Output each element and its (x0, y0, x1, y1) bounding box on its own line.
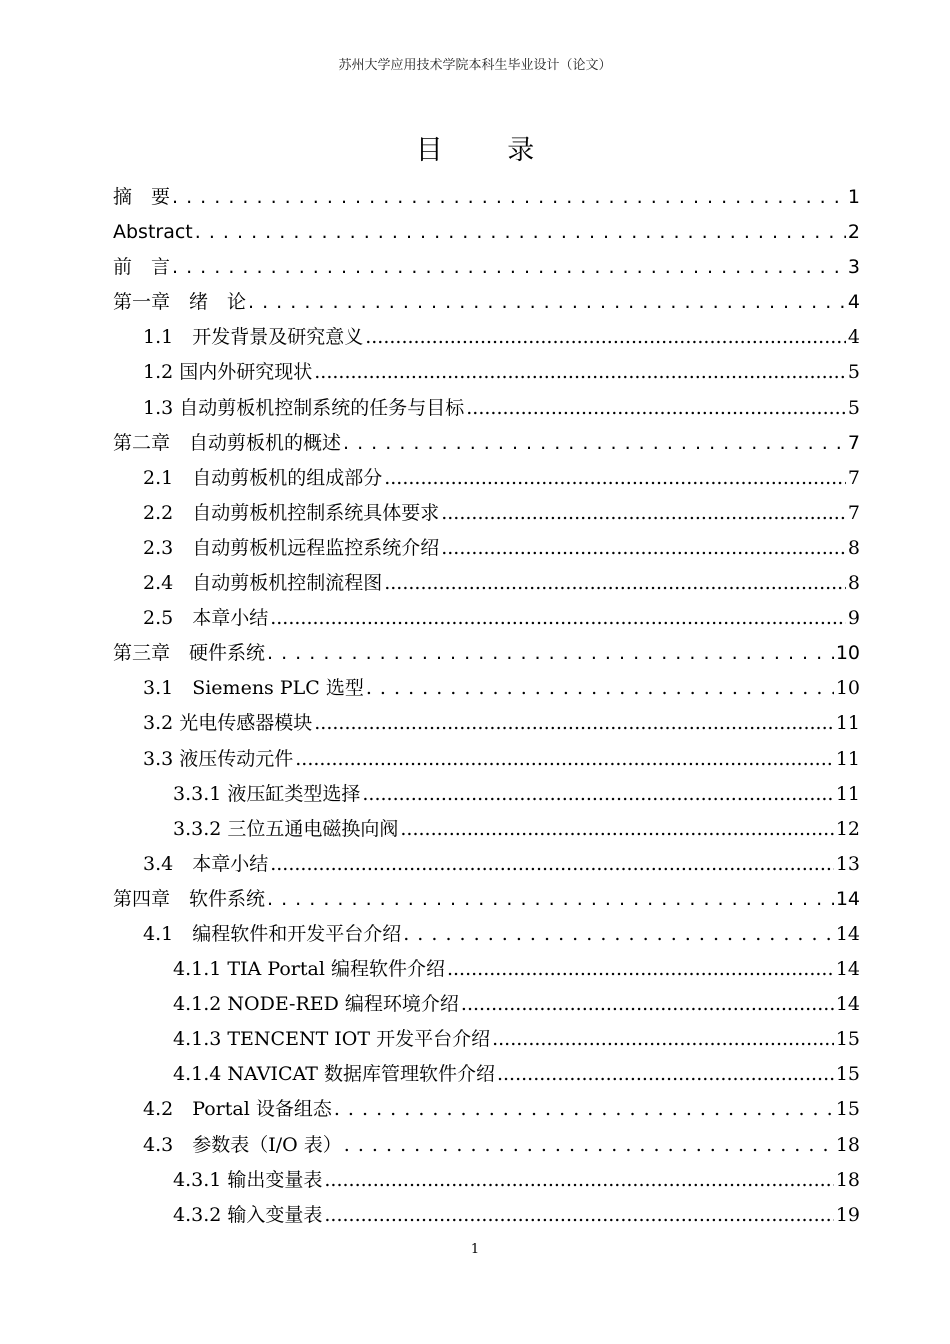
toc-entry-label: Abstract (113, 221, 193, 244)
toc-entry[interactable] (113, 987, 860, 1022)
toc-entry-label: 4.3.1 输出变量表 (173, 1168, 323, 1191)
toc-leader-dots (366, 671, 834, 706)
toc-entry-label: 第一章 绪 论 (113, 291, 247, 314)
toc-entry[interactable] (113, 1022, 860, 1057)
toc-entry-page: 14 (835, 958, 860, 981)
toc-leader-dots (403, 917, 834, 952)
toc-leader-dots (343, 426, 846, 461)
toc-entry-page: 7 (847, 466, 860, 489)
toc-leader-dots (447, 952, 834, 987)
toc-leader-dots (362, 777, 833, 812)
toc-entry[interactable] (113, 215, 860, 250)
toc-entry-page: 18 (835, 1133, 860, 1156)
toc-entry-label: 4.1.3 TENCENT IOT 开发平台介绍 (173, 1028, 491, 1051)
toc-entry-label: 2.1 自动剪板机的组成部分 (143, 466, 383, 489)
toc-entry-label: 前 言 (113, 256, 171, 279)
toc-entry-label: 4.1.1 TIA Portal 编程软件介绍 (173, 958, 445, 981)
toc-leader-dots (384, 566, 846, 601)
toc-entry-page: 14 (835, 993, 860, 1016)
toc-leader-dots (365, 320, 846, 355)
toc-entry-page: 11 (835, 747, 860, 770)
toc-entry[interactable] (113, 496, 860, 531)
toc-entry[interactable] (113, 601, 860, 636)
toc-leader-dots (267, 882, 834, 917)
toc-entry-label: 第二章 自动剪板机的概述 (113, 431, 342, 454)
toc-entry-page: 11 (835, 782, 860, 805)
toc-leader-dots (270, 847, 834, 882)
toc-entry-page: 13 (835, 852, 860, 875)
toc-entry-page: 10 (835, 677, 860, 700)
toc-leader-dots (324, 1198, 833, 1233)
toc-entry-label: 3.3 液压传动元件 (143, 747, 294, 770)
toc-leader-dots (384, 461, 846, 496)
toc-entry-label: 1.3 自动剪板机控制系统的任务与目标 (143, 396, 465, 419)
toc-entry-page: 9 (847, 607, 860, 630)
toc-entry[interactable] (113, 1057, 860, 1092)
toc-entry-page: 4 (847, 326, 860, 349)
toc-entry-page: 15 (835, 1098, 860, 1121)
toc-leader-dots (441, 531, 846, 566)
toc-leader-dots (195, 215, 846, 250)
toc-leader-dots (248, 285, 846, 320)
toc-leader-dots (270, 601, 846, 636)
toc-entry-label: 2.2 自动剪板机控制系统具体要求 (143, 501, 440, 524)
toc-entry[interactable] (113, 706, 860, 741)
table-of-contents (113, 180, 860, 1233)
toc-entry[interactable] (113, 1198, 860, 1233)
toc-entry-label: 2.5 本章小结 (143, 607, 269, 630)
toc-entry-page: 14 (835, 887, 860, 910)
toc-entry[interactable] (113, 531, 860, 566)
toc-entry[interactable] (113, 812, 860, 847)
toc-entry-page: 12 (835, 817, 860, 840)
toc-entry-label: 3.4 本章小结 (143, 852, 269, 875)
toc-entry-label: 3.3.2 三位五通电磁换向阀 (173, 817, 399, 840)
toc-entry[interactable] (113, 426, 860, 461)
toc-entry[interactable] (113, 285, 860, 320)
toc-entry[interactable] (113, 180, 860, 215)
toc-entry[interactable] (113, 847, 860, 882)
toc-entry-label: 2.3 自动剪板机远程监控系统介绍 (143, 536, 440, 559)
toc-entry-label: 4.1.4 NAVICAT 数据库管理软件介绍 (173, 1063, 495, 1086)
toc-leader-dots (314, 706, 834, 741)
toc-leader-dots (461, 987, 834, 1022)
toc-leader-dots (497, 1057, 834, 1092)
toc-entry-page: 4 (847, 291, 860, 314)
toc-entry-page: 18 (835, 1168, 860, 1191)
toc-entry-label: 1.1 开发背景及研究意义 (143, 326, 364, 349)
toc-leader-dots (324, 1163, 833, 1198)
toc-leader-dots (400, 812, 833, 847)
toc-title: 目 录 (415, 135, 563, 166)
toc-entry[interactable] (113, 882, 860, 917)
toc-entry-page: 19 (835, 1203, 860, 1226)
toc-leader-dots (441, 496, 846, 531)
toc-entry-page: 14 (835, 922, 860, 945)
toc-entry-page: 1 (847, 186, 860, 208)
page-number: 1 (470, 1242, 480, 1257)
toc-entry-page: 11 (835, 712, 860, 735)
toc-entry-label: 3.3.1 液压缸类型选择 (173, 782, 361, 805)
toc-leader-dots (172, 180, 846, 215)
toc-entry-label: 4.3 参数表（I/O 表） (143, 1133, 342, 1156)
toc-entry-label: 第三章 硬件系统 (113, 642, 266, 665)
toc-entry[interactable] (113, 566, 860, 601)
toc-entry[interactable] (113, 461, 860, 496)
toc-entry-page: 3 (847, 256, 860, 279)
toc-leader-dots (344, 1128, 834, 1163)
toc-leader-dots (314, 355, 846, 390)
toc-entry-page: 5 (847, 396, 860, 419)
toc-entry-page: 8 (847, 536, 860, 559)
toc-entry-label: 1.2 国内外研究现状 (143, 361, 313, 384)
toc-entry-page: 15 (835, 1028, 860, 1051)
toc-entry-label: 摘 要 (113, 186, 171, 208)
toc-entry-page: 5 (847, 361, 860, 384)
toc-entry-page: 7 (847, 431, 860, 454)
toc-entry[interactable] (113, 671, 860, 706)
toc-leader-dots (492, 1022, 834, 1057)
toc-entry-page: 15 (835, 1063, 860, 1086)
toc-leader-dots (267, 636, 834, 671)
toc-entry-page: 10 (835, 642, 860, 665)
toc-entry-page: 2 (847, 221, 860, 244)
toc-entry-label: 4.1 编程软件和开发平台介绍 (143, 922, 402, 945)
toc-entry[interactable] (113, 1128, 860, 1163)
toc-entry[interactable] (113, 355, 860, 390)
toc-entry-label: 4.3.2 输入变量表 (173, 1203, 323, 1226)
toc-entry-label: 4.2 Portal 设备组态 (143, 1098, 332, 1121)
toc-entry[interactable] (113, 250, 860, 285)
toc-entry[interactable] (113, 320, 860, 355)
toc-entry-label: 2.4 自动剪板机控制流程图 (143, 572, 383, 595)
toc-entry-page: 7 (847, 501, 860, 524)
toc-entry[interactable] (113, 636, 860, 671)
toc-entry[interactable] (113, 777, 860, 812)
toc-entry-label: 3.2 光电传感器模块 (143, 712, 313, 735)
toc-entry[interactable] (113, 1092, 860, 1127)
toc-entry-page: 8 (847, 572, 860, 595)
toc-entry[interactable] (113, 391, 860, 426)
toc-leader-dots (172, 250, 846, 285)
toc-entry[interactable] (113, 917, 860, 952)
toc-entry[interactable] (113, 742, 860, 777)
toc-entry-label: 4.1.2 NODE-RED 编程环境介绍 (173, 993, 459, 1016)
toc-entry-label: 3.1 Siemens PLC 选型 (143, 677, 364, 700)
page-header: 苏州大学应用技术学院本科生毕业设计（论文） (338, 58, 612, 73)
toc-entry-label: 第四章 软件系统 (113, 887, 266, 910)
toc-leader-dots (295, 742, 834, 777)
toc-entry[interactable] (113, 952, 860, 987)
toc-leader-dots (334, 1092, 834, 1127)
toc-entry[interactable] (113, 1163, 860, 1198)
toc-leader-dots (466, 391, 846, 426)
